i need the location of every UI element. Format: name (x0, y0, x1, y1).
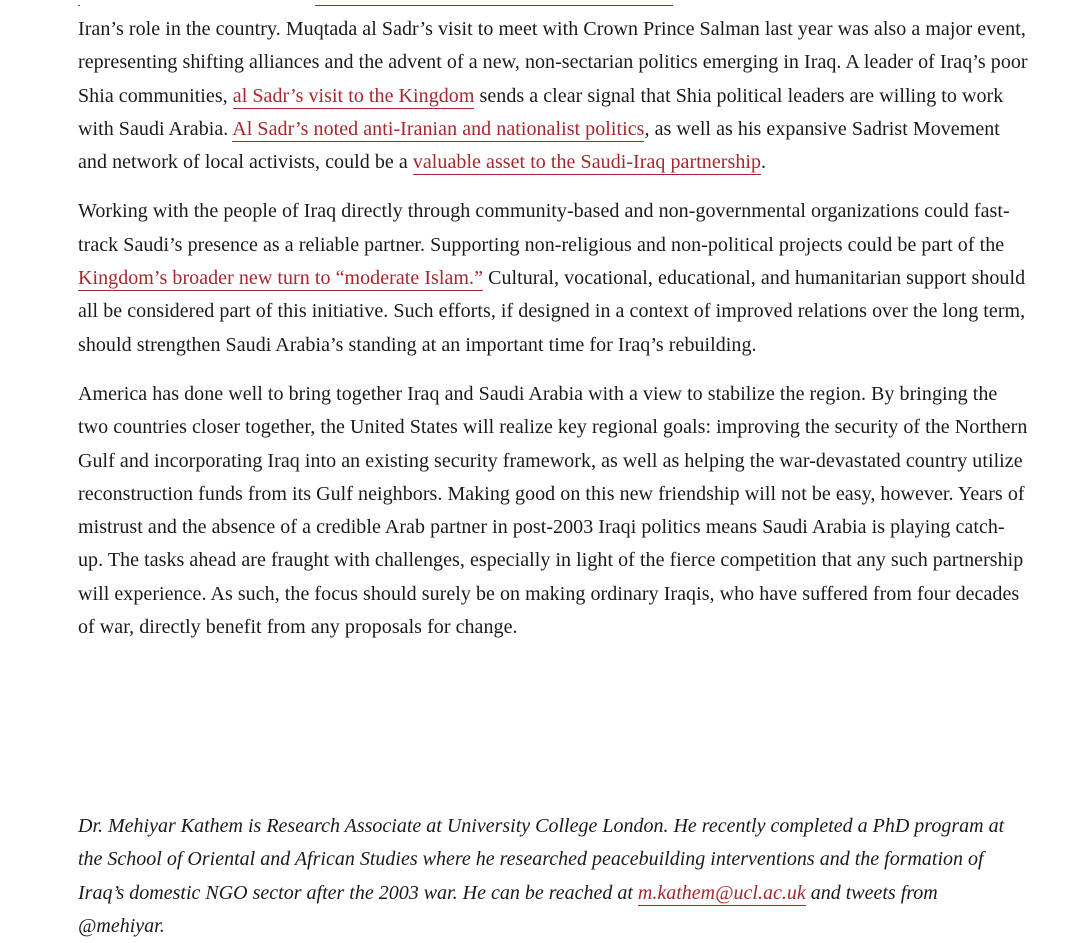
paragraph-community-organizations (78, 195, 1028, 361)
cut-link-underline (315, 5, 673, 6)
text-run: America has done well to bring together Iraq and Saudi Arabia with a view to stabilize the region. By bringing the two countries closer together, the United States will realize key regional goals: improving the security of the Northern Gulf and incorporating Iraq into an existing security framework, as well as helping the war-devastated country utilize reconstruction funds from its Gulf neighbors. Making good on this new friendship will not be easy, however. Years of mistrust and the absence of a credible Arab partner in post-2003 Iraqi politics means Saudi Arabia is playing catch-up. The tasks ahead are fraught with challenges, especially in light of the fierce competition that any such partnership will experience. As such, the focus should surely be on making ordinary Iraqis, who have suffered from four decades of war, directly benefit from any proposals for change. (78, 382, 1028, 639)
link-saudi-iraq-partnership[interactable]: valuable asset to the Saudi-Iraq partnership (412, 151, 762, 174)
author-email-link[interactable]: m.kathem@ucl.ac.uk (637, 881, 806, 904)
text-run: sends a clear signal that Shia political leaders are willing to work with Saudi Arabia. (78, 84, 1004, 140)
bio-text: Dr. Mehiyar Kathem is Research Associate at University College London. He recently completed a PhD program at the School of Oriental and African Studies where he researched peacebuilding interventions and the formation of Iraq’s domestic NGO sector after the 2003 war. He can be reached at (78, 815, 1005, 904)
text-run: Cultural, vocational, educational, and humanitarian support should all be considered part of this initiative. Such efforts, if designed in a context of improved relations over the long term, should strengthen Saudi Arabia’s standing at an important time for Iraq’s rebuilding. (78, 267, 1026, 356)
bio-text: and tweets from @mehiyar. (78, 881, 938, 937)
article-body (78, 13, 1028, 660)
text-run: . (761, 151, 767, 174)
link-sadr-visit-kingdom[interactable]: al Sadr’s visit to the Kingdom (232, 84, 475, 107)
paragraph-sadr-visit (78, 13, 1028, 179)
link-anti-iranian-politics[interactable]: Al Sadr’s noted anti-Iranian and nationalist politics (232, 117, 645, 140)
paragraph-america-conclusion (78, 378, 1028, 644)
cut-text-fragment (78, 5, 80, 6)
text-run: Working with the people of Iraq directly through community-based and non-governmental organizations could fast-track Saudi’s presence as a reliable partner. Supporting non-religious and non-political projects could be part of the (78, 200, 1010, 256)
text-run: , as well as his expansive Sadrist Movement and network of local activists, could be a (78, 117, 1000, 174)
scrolled-off-line (0, 0, 1074, 7)
text-run: Iran’s role in the country. Muqtada al Sadr’s visit to meet with Crown Prince Salman last year was also a major event, representing shifting alliances and the advent of a new, non-sectarian politics emerging in Iraq. A leader of Iraq’s poor Shia communities, (78, 18, 1028, 107)
author-bio (78, 810, 1028, 943)
link-moderate-islam[interactable]: Kingdom’s broader new turn to “moderate Islam.” (78, 267, 484, 290)
